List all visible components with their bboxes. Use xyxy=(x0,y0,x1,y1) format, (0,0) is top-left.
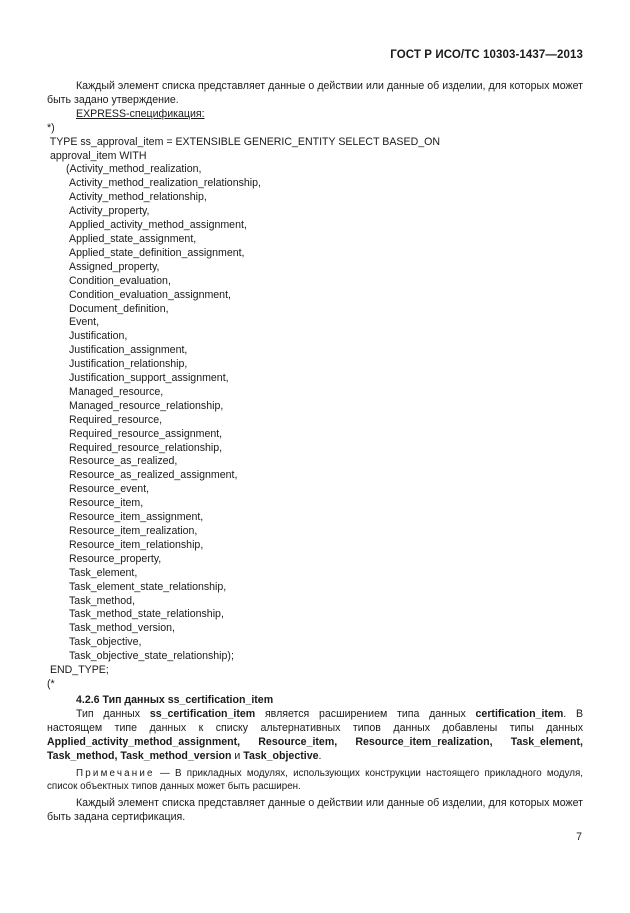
code-list-item: Task_element, xyxy=(69,566,138,579)
code-list-item: Document_definition, xyxy=(69,302,169,315)
code-list-item: Task_method_state_relationship, xyxy=(69,608,224,621)
code-list-item: Activity_method_realization_relationship, xyxy=(69,177,261,190)
text-run: . xyxy=(318,749,322,762)
code-list-item: Required_resource_assignment, xyxy=(69,427,223,440)
page-content xyxy=(47,80,583,825)
text-run: Тип данных xyxy=(76,707,150,720)
type-name-bold: ss_certification_item xyxy=(149,707,256,720)
code-list-item: Resource_property, xyxy=(69,552,162,565)
code-list-item: Task_objective, xyxy=(69,636,142,649)
text-run: . В настоящем типе данных к списку альтернативных типов данных добавлены типы данных xyxy=(47,707,584,734)
code-list-item: Justification_relationship, xyxy=(69,358,188,371)
express-code xyxy=(47,122,583,692)
code-open-comment: *) xyxy=(47,121,55,134)
code-close-comment: (* xyxy=(47,677,55,690)
code-list-item: Managed_resource_relationship, xyxy=(69,399,224,412)
code-list-item: (Activity_method_realization, xyxy=(66,163,202,176)
code-list-item: Condition_evaluation, xyxy=(69,274,171,287)
section-paragraph-2: Каждый элемент списка представляет данные о действии или данные об изделии, для которых может быть задана сертификация. xyxy=(47,797,583,824)
code-type-line: TYPE ss_approval_item = EXTENSIBLE GENERIC_ENTITY SELECT BASED_ON xyxy=(47,135,440,148)
text-run: и xyxy=(231,749,244,762)
code-list-item: Justification_assignment, xyxy=(69,344,188,357)
section-paragraph-1 xyxy=(47,708,583,764)
express-label-line xyxy=(47,108,583,122)
code-list-item: Activity_property, xyxy=(69,205,150,218)
code-with-line: approval_item WITH xyxy=(47,149,147,162)
code-list-item: Task_method, xyxy=(69,594,135,607)
code-list-item: Applied_state_assignment, xyxy=(69,232,197,245)
type-list-bold: Applied_activity_method_assignment, Resource_item, Resource_item_realization, Task_element, Task_method, Task_method_version xyxy=(47,735,583,762)
express-label: EXPRESS-спецификация: xyxy=(76,107,205,120)
note-paragraph xyxy=(47,767,583,793)
code-list-item: Resource_item_relationship, xyxy=(69,538,204,551)
code-list-item: Activity_method_relationship, xyxy=(69,191,207,204)
code-list-item: Resource_item, xyxy=(69,497,144,510)
page-number: 7 xyxy=(576,831,582,843)
note-text: — В прикладных модулях, использующих конструкции настоящего прикладного модуля, список объектных типов данных может быть расширен. xyxy=(47,768,583,793)
code-list-item: Task_objective_state_relationship); xyxy=(69,650,234,663)
code-list-item: Justification, xyxy=(69,330,128,343)
code-list-item: Task_method_version, xyxy=(69,622,175,635)
code-list-item: Resource_as_realized_assignment, xyxy=(69,469,238,482)
code-list-item: Resource_item_realization, xyxy=(69,525,198,537)
section-heading: 4.2.6 Тип данных ss_certification_item xyxy=(76,693,274,706)
code-list-item: Assigned_property, xyxy=(69,260,160,273)
code-list-item: Applied_state_definition_assignment, xyxy=(69,246,245,259)
code-list-item: Resource_event, xyxy=(69,483,150,496)
code-list-item: Resource_item_assignment, xyxy=(69,511,204,524)
type-name-bold: Task_objective xyxy=(243,749,319,762)
code-list-item: Managed_resource, xyxy=(69,385,164,398)
code-list-item: Justification_support_assignment, xyxy=(69,372,229,385)
code-list-item: Task_element_state_relationship, xyxy=(69,580,227,593)
intro-paragraph: Каждый элемент списка представляет данные о действии или данные об изделии, для которых может быть задано утверждение. xyxy=(47,80,583,106)
type-name-bold: certification_item xyxy=(475,707,564,720)
code-list-item: Required_resource, xyxy=(69,413,163,426)
code-list-item: Resource_as_realized, xyxy=(69,455,178,468)
note-label: Примечание xyxy=(76,768,155,780)
code-end-type: END_TYPE; xyxy=(47,664,109,677)
code-list-item: Applied_activity_method_assignment, xyxy=(69,219,247,232)
code-select-list xyxy=(47,163,583,664)
standard-header: ГОСТ Р ИСО/ТС 10303-1437—2013 xyxy=(390,49,583,61)
text-run: является расширением типа данных xyxy=(255,707,476,720)
code-list-item: Condition_evaluation_assignment, xyxy=(69,288,231,301)
code-list-item: Event, xyxy=(69,316,100,329)
code-list-item: Required_resource_relationship, xyxy=(69,441,223,454)
